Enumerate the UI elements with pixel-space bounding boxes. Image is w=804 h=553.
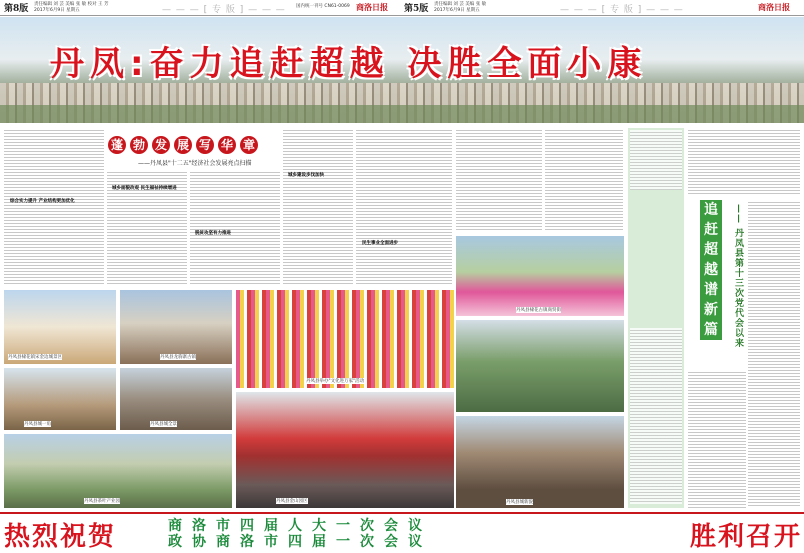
- photo-7: [236, 392, 454, 508]
- caption-9: 丹凤县举办"文化进万家"活动: [306, 379, 365, 384]
- sidebar-char-5: 谱: [704, 282, 718, 298]
- caption-5: 丹凤县茶叶产业园: [84, 499, 120, 504]
- photo-10: [456, 416, 624, 508]
- feature-char-3: 发: [152, 136, 170, 154]
- subhead-1: 综合实力提升 产业结构更加优化: [10, 199, 75, 204]
- article-column-10: [688, 370, 746, 508]
- footer-success: 胜利召开: [690, 522, 803, 552]
- caption-1: 丹凤县棣花镇宋金边城景区: [8, 355, 62, 360]
- caption-8: 丹凤县金山园区: [276, 499, 308, 504]
- right-page-date: 2017年6月9日 星期五: [434, 8, 480, 13]
- header-rule: [0, 15, 804, 16]
- right-section-label: — — — [ 专 版 ] — — —: [560, 5, 684, 15]
- photo-6: [236, 290, 454, 388]
- article-column-9: [748, 200, 800, 508]
- photo-4: [120, 368, 232, 430]
- article-column-1: [4, 128, 104, 286]
- subhead-4: 城乡建设步伐加快: [288, 173, 324, 178]
- article-column-4: [283, 128, 353, 286]
- sidebar-char-1: 追: [704, 202, 718, 218]
- left-page-meta: 责任编辑 刘 芸 美编 张 敏 校对 王 芳: [34, 2, 109, 7]
- left-page-date: 2017年6月9日 星期五: [34, 8, 80, 13]
- sidebar-char-3: 超: [704, 242, 718, 258]
- photo-9: [456, 320, 624, 412]
- feature-char-5: 写: [196, 136, 214, 154]
- photo-collage-left: [4, 290, 232, 508]
- photo-5: [4, 434, 232, 508]
- caption-4: 丹凤县城全景: [150, 422, 177, 427]
- photo-2: [120, 290, 232, 364]
- sidebar-text-bottom: [630, 328, 682, 504]
- footer-congrats: 热烈祝贺: [4, 522, 117, 552]
- right-page-header: [402, 0, 804, 14]
- feature-subtitle: ——丹凤县"十二五"经济社会发展亮点扫描: [138, 160, 252, 167]
- feature-char-7: 章: [240, 136, 258, 154]
- left-section-label: — — — [ 专 版 ] — — —: [162, 5, 286, 15]
- article-column-3: [190, 170, 280, 286]
- photo-1: [4, 290, 116, 364]
- feature-char-1: 蓬: [108, 136, 126, 154]
- photo-8: [456, 236, 624, 316]
- photo-3: [4, 368, 116, 430]
- right-logo: 商洛日报: [758, 2, 790, 12]
- subhead-2: 城乡面貌改观 民生福祉持续增进: [112, 186, 177, 191]
- sidebar-panel: [628, 128, 684, 508]
- footer-cppcc: 政协商洛市四届一次会议: [168, 534, 432, 550]
- sidebar-text-top: [630, 130, 682, 190]
- article-column-5: [356, 128, 452, 286]
- caption-7: 丹凤县城新貌: [506, 500, 533, 505]
- caption-6: 丹凤县棣花古镇商贸街: [516, 308, 561, 313]
- feature-headline: [108, 136, 280, 170]
- article-column-6: [456, 128, 542, 232]
- right-section-text: 专 版: [609, 5, 634, 15]
- sidebar-char-2: 赶: [704, 222, 718, 238]
- banner-title: 丹凤:奋力追赶超越 决胜全面小康: [50, 44, 648, 84]
- sidebar-vertical-caption: —— 丹凤县第十三次党代会以来: [733, 204, 743, 349]
- footer-npc: 商洛市四届人大一次会议: [168, 518, 432, 534]
- sidebar-char-6: 新: [704, 302, 718, 318]
- sidebar-char-7: 篇: [704, 322, 718, 338]
- right-page-number: 第5版: [404, 4, 429, 14]
- caption-2: 丹凤县龙驹寨古镇: [160, 355, 196, 360]
- left-page-header: [0, 0, 400, 14]
- feature-char-6: 华: [218, 136, 236, 154]
- article-column-7: [545, 128, 623, 232]
- feature-char-2: 勃: [130, 136, 148, 154]
- caption-3: 丹凤县城一角: [24, 422, 51, 427]
- feature-char-4: 展: [174, 136, 192, 154]
- left-code: 国内统一刊号 CN61-0069: [296, 4, 350, 9]
- subhead-5: 民生事业全面进步: [362, 241, 398, 246]
- left-page-number: 第8版: [4, 4, 29, 14]
- sidebar-title-column: [700, 200, 722, 340]
- sidebar-char-4: 越: [704, 262, 718, 278]
- photo-collage-middle: [236, 290, 454, 508]
- article-column-8: [688, 128, 800, 196]
- subhead-3: 脱贫攻坚有力推进: [195, 231, 231, 236]
- footer-banner: [0, 512, 804, 552]
- left-section-text: 专 版: [211, 5, 236, 15]
- riverbank: [0, 105, 804, 123]
- right-page-meta: 责任编辑 刘 芸 美编 张 敏: [434, 2, 487, 7]
- left-logo: 商洛日报: [356, 2, 388, 12]
